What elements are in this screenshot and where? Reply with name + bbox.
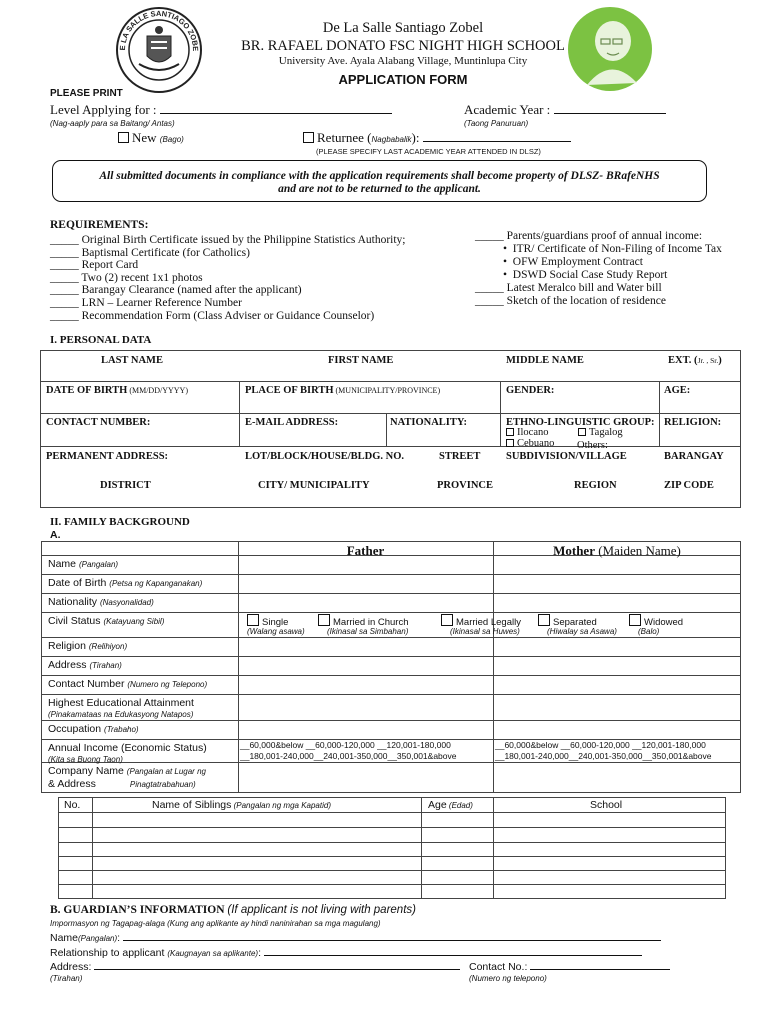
guardian-relationship-field[interactable]: Relationship to applicant (Kaugnayan sa aplikante): xyxy=(50,946,642,959)
family-row-label: Company Name (Pangalan at Lugar ng & Address Pinagtatrabahuan) xyxy=(48,765,206,790)
first-name-label: FIRST NAME xyxy=(328,355,394,366)
returnee-label: Returnee ( xyxy=(317,130,372,145)
checkbox[interactable] xyxy=(538,614,550,626)
ethno-tagalog[interactable]: Tagalog xyxy=(578,427,623,438)
permanent-address-label: PERMANENT ADDRESS: xyxy=(46,451,169,462)
dob-label: DATE OF BIRTH (MM/DD/YYYY) xyxy=(46,385,188,396)
subdivision-label: SUBDIVISION/VILLAGE xyxy=(506,451,627,462)
nationality-label: NATIONALITY: xyxy=(390,417,468,428)
family-title: II. FAMILY BACKGROUND xyxy=(50,516,190,528)
right-head-text: Parents/guardians proof of annual income: xyxy=(506,230,703,242)
civil-status-option[interactable]: Separated xyxy=(538,614,597,628)
bullet-icon: • xyxy=(503,269,508,281)
requirements-bullet-list xyxy=(503,243,722,282)
family-row-label: Nationality (Nasyonalidad) xyxy=(48,596,154,608)
ethno-label: ETHNO-LINGUISTIC GROUP: xyxy=(506,417,655,428)
level-applying-field[interactable] xyxy=(50,102,392,118)
zip-label: ZIP CODE xyxy=(664,480,714,491)
lot-label: LOT/BLOCK/HOUSE/BLDG. NO. xyxy=(245,451,404,462)
guardian-address-sub: (Tirahan) xyxy=(50,974,83,983)
requirements-right-head xyxy=(475,230,702,242)
returnee-tail: ): xyxy=(411,130,423,145)
civil-status-option[interactable]: Married Legally xyxy=(441,614,521,628)
ethno-others: Others: xyxy=(577,440,608,451)
notice-line1: All submitted documents in compliance with the application requirements shall become property of DLSZ- BRafeNHS xyxy=(99,170,660,182)
requirement-item: _____ Recommendation Form (Class Adviser or Guidance Counselor) xyxy=(50,309,375,322)
seal-text: E LA SALLE SANTIAGO ZOBE xyxy=(117,8,201,52)
district-label: DISTRICT xyxy=(100,480,151,491)
ext-label: EXT. (Jr. , Sr.) xyxy=(668,355,722,366)
personal-data-title: I. PERSONAL DATA xyxy=(50,334,152,346)
guardian-title: B. GUARDIAN’S INFORMATION (If applicant is not living with parents) xyxy=(50,904,416,916)
guardian-address-field[interactable]: Address: xyxy=(50,960,460,973)
guardian-contact-sub: (Numero ng telepono) xyxy=(469,974,547,983)
pob-label: PLACE OF BIRTH (MUNICIPALITY/PROVINCE) xyxy=(245,385,441,396)
guardian-name-field[interactable]: Name(Pangalan): xyxy=(50,931,661,944)
siblings-no-header: No. xyxy=(64,799,81,811)
requirement-item: _____ Two (2) recent 1x1 photos xyxy=(50,271,203,284)
new-label: New xyxy=(132,130,157,145)
barangay-label: BARANGAY xyxy=(664,451,724,462)
civil-status-sub: (Hiwalay sa Asawa) xyxy=(547,627,617,636)
school-address: University Ave. Ayala Alabang Village, Muntinlupa City xyxy=(278,55,528,67)
requirement-item: _____ Sketch of the location of residence xyxy=(475,295,666,307)
family-row-label: Occupation (Trabaho) xyxy=(48,723,139,735)
bullet-icon: • xyxy=(503,243,508,255)
requirements-left-list xyxy=(50,234,406,322)
new-checkbox[interactable] xyxy=(118,130,184,146)
email-label: E-MAIL ADDRESS: xyxy=(245,417,339,428)
checkbox[interactable] xyxy=(629,614,641,626)
father-income-options[interactable]: __60,000&below __60,000-120,000 __120,001-180,000 __180,001-240,000__240,001-350,000__350,001&above xyxy=(240,740,457,761)
requirement-item: _____ LRN – Learner Reference Number xyxy=(50,296,242,309)
requirement-bullet-item: • OFW Employment Contract xyxy=(503,256,643,268)
siblings-school-header: School xyxy=(590,799,623,811)
ethno-cebuano[interactable]: Cebuano xyxy=(506,438,554,449)
requirement-bullet-item: • DSWD Social Case Study Report xyxy=(503,269,668,281)
checkbox[interactable] xyxy=(441,614,453,626)
returnee-box[interactable] xyxy=(303,132,314,143)
city-label: CITY/ MUNICIPALITY xyxy=(258,480,370,491)
region-label: REGION xyxy=(574,480,617,491)
civil-status-sub: (Ikinasal sa Huwes) xyxy=(450,627,520,636)
requirement-item: _____ Latest Meralco bill and Water bill xyxy=(475,282,662,294)
guardian-contact-field[interactable]: Contact No.: xyxy=(469,960,670,973)
mother-income-options[interactable]: __60,000&below __60,000-120,000 __120,001-180,000 __180,001-240,000__240,001-350,000__350,001&above xyxy=(495,740,712,761)
ethno-ilocano[interactable]: Ilocano xyxy=(506,427,549,438)
new-sub: (Bago) xyxy=(159,135,184,144)
requirement-item: _____ Barangay Clearance (named after the applicant) xyxy=(50,284,302,297)
please-print: PLEASE PRINT xyxy=(50,88,123,99)
green-portrait-logo xyxy=(565,5,655,93)
requirement-item: _____ Report Card xyxy=(50,259,139,272)
requirements-title: REQUIREMENTS: xyxy=(50,219,149,231)
notice-line2: and are not to be returned to the applicant. xyxy=(278,183,481,195)
siblings-name-header: Name of Siblings (Pangalan ng mga Kapatid) xyxy=(152,799,331,811)
bullet-icon: • xyxy=(503,256,508,268)
checkbox[interactable] xyxy=(318,614,330,626)
requirement-item: _____ Original Birth Certificate issued by the Philippine Statistics Authority; xyxy=(50,234,406,246)
contact-label: CONTACT NUMBER: xyxy=(46,417,151,428)
civil-status-sub: (Ikinasal sa Simbahan) xyxy=(327,627,409,636)
province-label: PROVINCE xyxy=(437,480,494,491)
level-applying-sub: (Nag-aaply para sa Baitang/ Antas) xyxy=(50,119,175,128)
civil-status-sub: (Balo) xyxy=(638,627,660,636)
family-row-label: Highest Educational Attainment (Pinakamataas na Edukasyong Natapos) xyxy=(48,697,194,719)
street-label: STREET xyxy=(439,451,481,462)
family-row-label: Civil Status (Katayuang Sibil) xyxy=(48,615,165,627)
family-row-label: Contact Number (Numero ng Telepono) xyxy=(48,678,208,690)
school-name: De La Salle Santiago Zobel xyxy=(322,20,484,36)
requirements-right-tail xyxy=(475,282,666,308)
returnee-sub: Nagbabalik xyxy=(371,135,412,144)
guardian-sub: Impormasyon ng Tagapag-alaga (Kung ang aplikante ay hindi naninirahan sa mga magulang) xyxy=(50,919,381,928)
age-label: AGE: xyxy=(664,385,691,396)
level-applying-label: Level Applying for : xyxy=(50,102,160,117)
siblings-age-header: Age (Edad) xyxy=(428,799,473,811)
academic-year-label: Academic Year : xyxy=(464,102,554,117)
family-row-label: Annual Income (Economic Status) (Kita sa Buong Taon) xyxy=(48,742,207,764)
civil-status-option[interactable]: Single xyxy=(247,614,288,628)
requirement-bullet-item: • ITR/ Certificate of Non-Filing of Income Tax xyxy=(503,243,722,255)
last-name-label: LAST NAME xyxy=(101,355,163,366)
family-sub: A. xyxy=(50,529,61,541)
returnee-checkbox[interactable] xyxy=(303,130,571,146)
family-row-label: Date of Birth (Petsa ng Kapanganakan) xyxy=(48,577,203,589)
civil-status-option[interactable]: Married in Church xyxy=(318,614,409,628)
form-title: APPLICATION FORM xyxy=(338,72,468,87)
blank-line: _____ xyxy=(475,230,504,242)
new-box[interactable] xyxy=(118,132,129,143)
family-row-label: Address (Tirahan) xyxy=(48,659,122,671)
academic-year-field[interactable] xyxy=(464,102,666,118)
academic-year-sub: (Taong Panuruan) xyxy=(464,119,529,128)
gender-label: GENDER: xyxy=(506,385,555,396)
family-row-label: Religion (Relihiyon) xyxy=(48,640,128,652)
religion-label: RELIGION: xyxy=(664,417,722,428)
civil-status-option[interactable]: Widowed xyxy=(629,614,683,628)
returnee-note: (PLEASE SPECIFY LAST ACADEMIC YEAR ATTENDED IN DLSZ) xyxy=(316,147,541,156)
checkbox[interactable] xyxy=(247,614,259,626)
requirement-item: _____ Baptismal Certificate (for Catholics) xyxy=(50,246,250,259)
mother-header: Mother (Maiden Name) xyxy=(553,543,681,558)
father-header: Father xyxy=(346,543,385,558)
civil-status-sub: (Walang asawa) xyxy=(247,627,305,636)
middle-name-label: MIDDLE NAME xyxy=(506,355,584,366)
family-row-label: Name (Pangalan) xyxy=(48,558,119,570)
school-subname: BR. RAFAEL DONATO FSC NIGHT HIGH SCHOOL xyxy=(241,38,565,54)
